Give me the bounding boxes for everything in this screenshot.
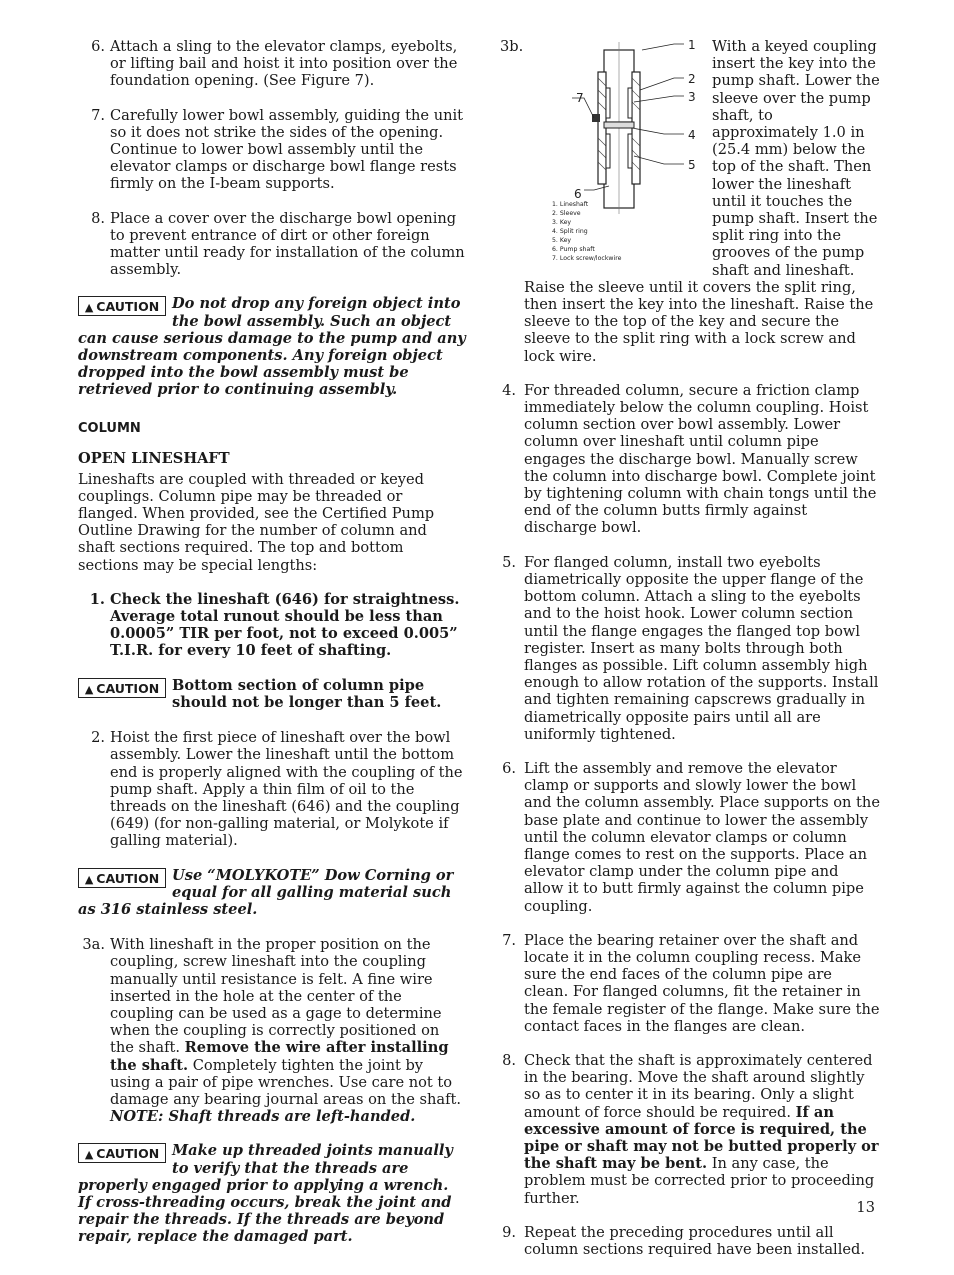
step-3a: 3a. With lineshaft in the proper position on the coupling, screw lineshaft into the coupling manually until resistance is felt. A fine wire inserted in the hole at the center of the coupling can be used as a gage to determine when the coupling is correctly positioned on the shaft. Remove the wire after installing the shaft. Completely tighten the joint by using a pair of pipe wrenches. Use care not to damage any bearing journal areas on the shaft. NOTE: Shaft threads are left-handed. (82, 936, 461, 1126)
warning-icon: ▲ (84, 682, 94, 696)
step-1: 1. Check the lineshaft (646) for straightness. Average total runout should be less than 0.0005” TIR per foot, not to exceed 0.005” T.I.R. for every 10 feet of shafting. (89, 590, 460, 660)
warning-icon: ▲ (84, 301, 94, 315)
keyed-coupling-figure (524, 38, 712, 272)
callout-6: 6 (574, 187, 582, 201)
warning-icon: ▲ (84, 872, 94, 886)
step-5: 5. For flanged column, install two eyebolts diametrically opposite the upper flange of the bottom column. Attach a sling to the eyebolts and to the hoist hook. Lower column section until the flange engages the flanged top bowl register. Insert as many bolts through both flanges as possible. Lift column assembly high enough to allow rotation of the supports. Install and tighten remaining capscrews gradually in diametrically opposite pairs until all are uniformly tightened. (502, 553, 879, 743)
caution-badge: ▲ CAUTION (78, 1143, 166, 1163)
warning-icon: ▲ (84, 1148, 94, 1162)
caution-badge: ▲ CAUTION (78, 296, 166, 316)
callout-1: 1 (688, 38, 696, 52)
step-8-right: 8. Check that the shaft is approximately centered in the bearing. Move the shaft around slightly so as to center it in its bearing. Only a slight amount of force should be required. If an excessive amount of force is required, the pipe or shaft may not be butted properly or the shaft may be bent. In any case, the problem must be corrected prior to proceeding further. (502, 1051, 879, 1207)
caution-threaded-joints: ▲ CAUTION Make up threaded joints manually to verify that the threads are properly engaged prior to applying a wrench. If cross-threading occurs, break the joint and repair the threads. If the threads are beyond repair, replace the damaged part. (78, 1142, 453, 1246)
step-7-right: 7. Place the bearing retainer over the shaft and locate it in the column coupling recess. Make sure the end faces of the column pipe are clean. For flanged columns, fit the retainer in the female register of the flange. Make sure the contact faces in the flanges are clean. (502, 931, 880, 1035)
legend-key: 3. Key (552, 219, 572, 226)
step-4: 4. For threaded column, secure a friction clamp immediately below the column coupling. Hoist column section over bowl assembly. Lower column over lineshaft until column pipe engages the discharge bowl. Manually screw the column into discharge bowl. Complete joint by tightening column with chain tongs until the end of the column butts firmly against discharge bowl. (502, 381, 877, 537)
caution-foreign-object: ▲ CAUTION Do not drop any foreign object into the bowl assembly. Such an object can cause serious damage to the pump and any downstream components. Any foreign object dropped into the bowl assembly must be retrieved prior to continuing assembly. (78, 295, 466, 399)
step-6-right: 6. Lift the assembly and remove the elevator clamp or supports and slowly lower the bowl and the column assembly. Place supports on the base plate and continue to lower the assembly until the column elevator clamps or column flange comes to rest on the supports. Place an elevator clamp under the column pipe and allow it to butt firmly against the column pipe coupling. (502, 759, 880, 915)
intro-paragraph: Lineshafts are coupled with threaded or keyed couplings. Column pipe may be threaded or flanged. When provided, see the Certified Pump Outline Drawing for the number of column and shaft sections required. The top and bottom sections may be special lengths: (78, 470, 435, 574)
caution-badge: ▲ CAUTION (78, 868, 166, 888)
callout-3: 3 (688, 90, 696, 104)
caution-badge: ▲ CAUTION (78, 678, 166, 698)
left-column (78, 38, 466, 1264)
step-3b: 3b. 1 2 3 4 5 6 7 1. Lineshaft 2. Sleeve 3. Key 4. Split ring 5. Key 6. Pump shaft 7. Lock screw/lockwire With a keyed coupling insert the key into the pump shaft. Lower the sleeve over the pump shaft, to approximately 1.0 in (25.4 mm) below the top of the shaft. Then lower the lineshaft until it touches the pump shaft. Insert the split ring into the grooves of the pump shaft and lineshaft. Raise the sleeve until it covers the split ring, then insert the key into the lineshaft. Raise the sleeve to the top of the key and secure the sleeve to the split ring with a lock screw and lock wire. (500, 38, 880, 365)
callout-5: 5 (688, 158, 696, 172)
step-6: 6. Attach a sling to the elevator clamps, eyebolts, or lifting bail and hoist it into position over the foundation opening. (See Figure 7). (91, 38, 458, 90)
step-8: 8. Place a cover over the discharge bowl opening to prevent entrance of dirt or other foreign matter until ready for installation of the column assembly. (91, 209, 465, 279)
callout-7: 7 (576, 91, 584, 105)
callout-2: 2 (688, 72, 696, 86)
step-9: 9. Repeat the preceding procedures until all column sections required have been installed. (502, 1223, 866, 1258)
heading-open-lineshaft: OPEN LINESHAFT (78, 449, 230, 467)
callout-4: 4 (688, 128, 696, 142)
step-7: 7. Carefully lower bowl assembly, guiding the unit so it does not strike the sides of the opening. Continue to lower bowl assembly until the elevator clamps or discharge bowl flange rests firmly on the I-beam supports. (91, 106, 464, 193)
legend-key-2: 5. Key (552, 237, 572, 244)
step-2: 2. Hoist the first piece of lineshaft over the bowl assembly. Lower the lineshaft until the bottom end is properly aligned with the coupling of the pump shaft. Apply a thin film of oil to the threads on the lineshaft (646) and the coupling (649) (for non-galling material, or Molykote if galling material). (91, 729, 463, 850)
legend-split-ring: 4. Split ring (552, 228, 588, 235)
keyed-coupling-diagram (524, 38, 712, 272)
heading-column: COLUMN (78, 420, 141, 436)
legend-sleeve: 2. Sleeve (552, 210, 581, 217)
legend-pump-shaft: 6. Pump shaft (552, 246, 595, 253)
caution-molykote: ▲ CAUTION Use “MOLYKOTE” Dow Corning or equal for all galling material such as 316 stainless steel. (78, 866, 454, 918)
right-column (500, 38, 880, 1275)
legend-lock-screw: 7. Lock screw/lockwire (552, 255, 622, 262)
legend-lineshaft: 1. Lineshaft (552, 201, 589, 208)
caution-bottom-section: ▲ CAUTION Bottom section of column pipe should not be longer than 5 feet. (78, 677, 466, 711)
page-number: 13 (856, 1199, 875, 1216)
